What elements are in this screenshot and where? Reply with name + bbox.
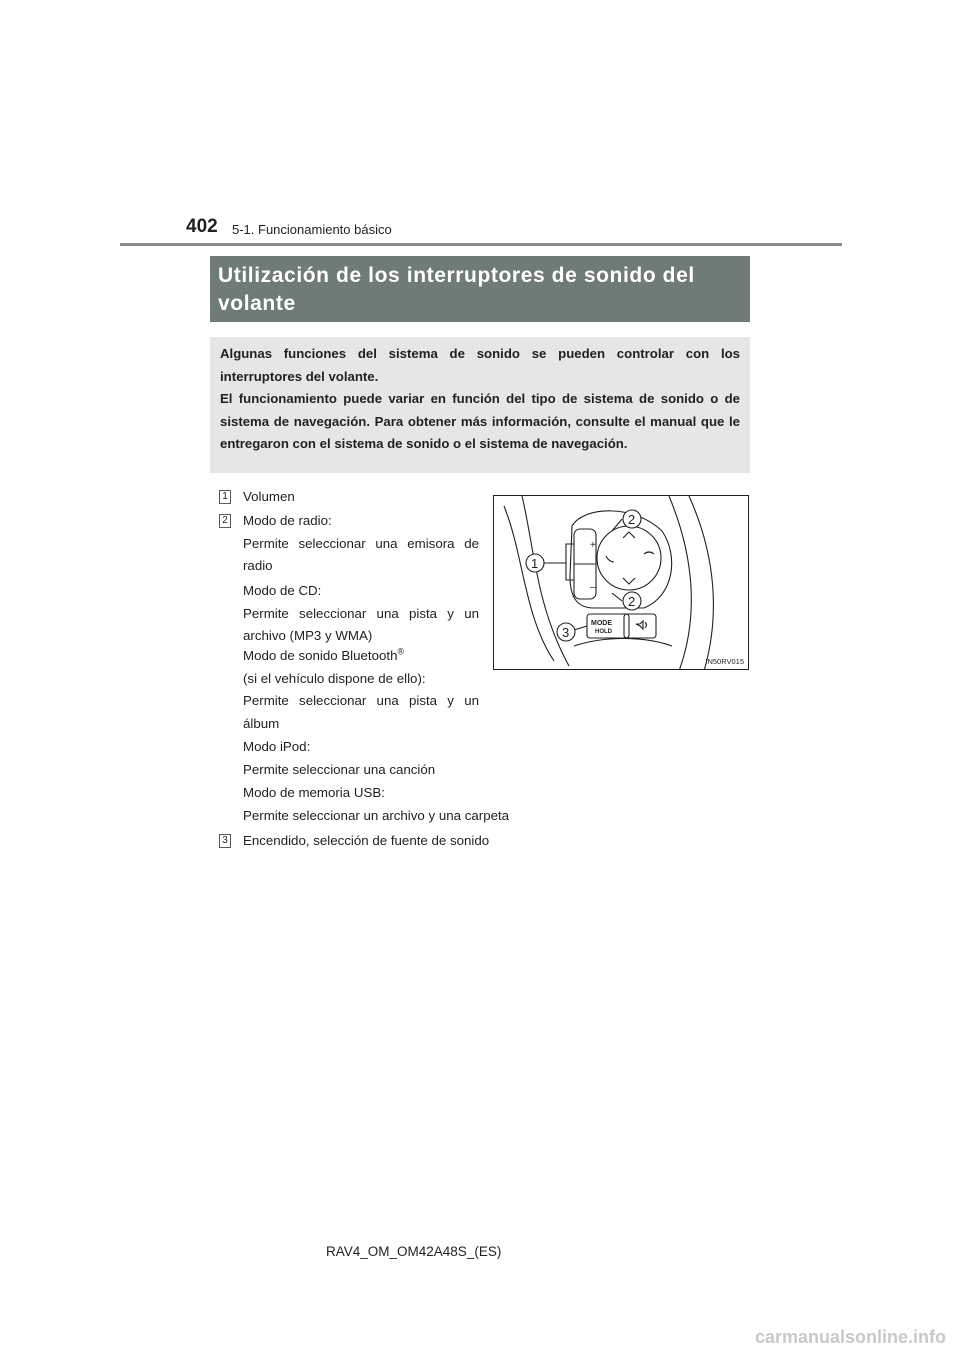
document-code: RAV4_OM_OM42A48S_(ES) bbox=[326, 1244, 502, 1259]
callout-2-bottom: 2 bbox=[628, 594, 636, 609]
item-usb-mode-desc: Permite seleccionar un archivo y una carpeta bbox=[243, 807, 510, 823]
figure-code: IN50RV015 bbox=[705, 657, 744, 666]
item-volume-text: Volumen bbox=[243, 489, 295, 504]
item-usb-mode bbox=[243, 782, 583, 827]
item-bluetooth-mode-desc: Permite seleccionar una pista y un álbum bbox=[243, 693, 479, 731]
callout-3: 3 bbox=[562, 625, 570, 640]
item-power-source-text: Encendido, selección de fuente de sonido bbox=[243, 833, 490, 848]
volume-minus-label: – bbox=[590, 582, 596, 593]
intro-paragraph-1: Algunas funciones del sistema de sonido se pueden controlar con los interruptores del volante. bbox=[220, 346, 740, 384]
item-bluetooth-mode-label: Modo de sonido Bluetooth® bbox=[243, 646, 405, 663]
item-number-badge-1: 1 bbox=[219, 490, 231, 504]
callout-2-top: 2 bbox=[628, 512, 636, 527]
item-power-source bbox=[243, 830, 583, 853]
item-cd-mode-label: Modo de CD: bbox=[243, 583, 322, 598]
item-usb-mode-label: Modo de memoria USB: bbox=[243, 785, 385, 800]
intro-paragraph-2: El funcionamiento puede variar en función del tipo de sistema de sonido o de sistema de navegación. Para obtener más información, consulte el manual que le entregaron con el sistema de sonido o el sistema de navegación. bbox=[220, 391, 740, 451]
item-ipod-mode-label: Modo iPod: bbox=[243, 739, 311, 754]
callout-1: 1 bbox=[531, 556, 539, 571]
intro-box bbox=[210, 337, 750, 473]
section-reference: 5-1. Funcionamiento básico bbox=[232, 222, 392, 237]
item-bluetooth-mode bbox=[243, 645, 479, 735]
page-number: 402 bbox=[186, 216, 218, 237]
registered-mark: ® bbox=[397, 646, 405, 657]
item-radio-mode-label: Modo de radio: bbox=[243, 513, 332, 528]
hold-button-label: HOLD bbox=[595, 629, 612, 635]
steering-switch-figure bbox=[493, 495, 749, 670]
item-bluetooth-mode-note: (si el vehículo dispone de ello): bbox=[243, 670, 426, 686]
item-ipod-mode-desc: Permite seleccionar una canción bbox=[243, 761, 436, 777]
volume-plus-label: + bbox=[590, 540, 596, 551]
steering-switch-illustration bbox=[494, 496, 749, 670]
item-number-badge-2: 2 bbox=[219, 514, 231, 528]
item-number-badge-3: 3 bbox=[219, 834, 231, 848]
item-ipod-mode bbox=[243, 736, 479, 781]
item-cd-mode bbox=[243, 580, 479, 648]
section-title: Utilización de los interruptores de sonido del volante bbox=[218, 264, 695, 315]
item-radio-mode-desc: Permite seleccionar una emisora de radio bbox=[243, 535, 479, 574]
item-cd-mode-desc: Permite seleccionar una pista y un archivo (MP3 y WMA) bbox=[243, 605, 479, 644]
header-divider bbox=[120, 243, 842, 246]
item-volume bbox=[243, 486, 479, 509]
section-title-banner bbox=[210, 256, 750, 322]
watermark: carmanualsonline.info bbox=[754, 1327, 946, 1347]
mode-button-label: MODE bbox=[591, 620, 612, 627]
item-radio-mode bbox=[243, 510, 479, 578]
